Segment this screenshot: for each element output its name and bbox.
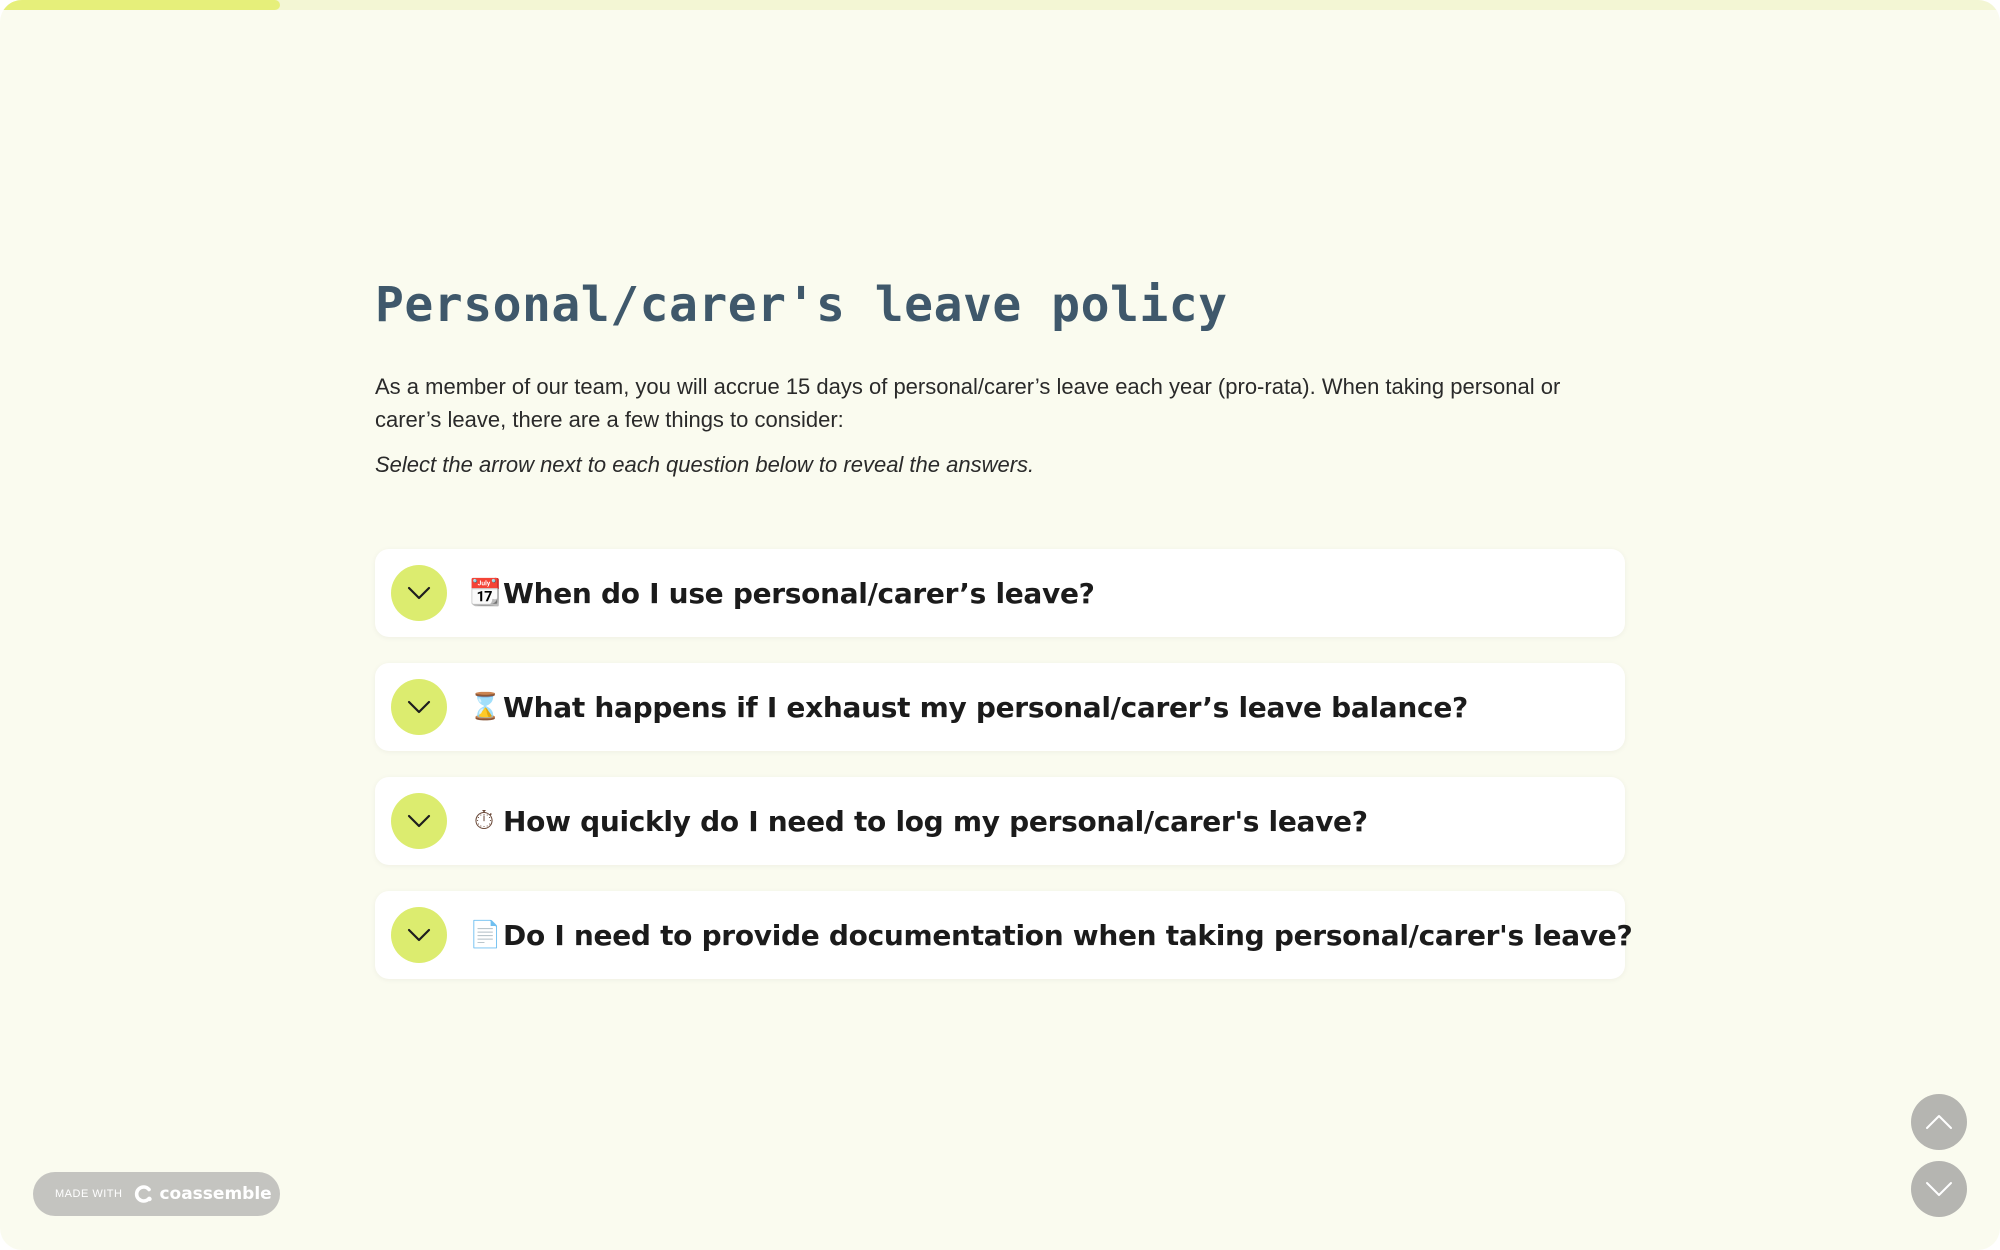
accordion-item-when-to-use[interactable] xyxy=(375,549,1625,637)
page-title: Personal/carer's leave policy xyxy=(375,277,1228,333)
coassemble-brand: coassemble xyxy=(159,1184,272,1204)
progress-bar xyxy=(0,0,2000,10)
accordion-question: What happens if I exhaust my personal/carer’s leave balance? xyxy=(503,690,1468,724)
coassemble-logo-icon xyxy=(134,1184,154,1204)
accordion-question: Do I need to provide documentation when taking personal/carer's leave? xyxy=(503,918,1633,952)
stopwatch-icon: ⏱ xyxy=(473,806,495,836)
accordion-item-log-timing[interactable] xyxy=(375,777,1625,865)
accordion-question: When do I use personal/carer’s leave? xyxy=(503,576,1095,610)
hourglass-icon: ⌛ xyxy=(469,692,502,722)
scroll-up-button[interactable] xyxy=(1911,1094,1967,1150)
progress-bar-fill xyxy=(0,0,280,10)
accordion-question: How quickly do I need to log my personal/carer's leave? xyxy=(503,804,1368,838)
chevron-up-icon xyxy=(1925,1114,1953,1130)
instruction-text: Select the arrow next to each question below to reveal the answers. xyxy=(375,452,1035,477)
faq-accordion xyxy=(375,549,1633,1005)
chevron-down-icon[interactable] xyxy=(391,793,447,849)
made-with-label: MADE WITH xyxy=(55,1188,123,1200)
made-with-coassemble-badge[interactable] xyxy=(33,1172,280,1216)
chevron-down-icon[interactable] xyxy=(391,565,447,621)
accordion-item-documentation[interactable] xyxy=(375,891,1633,979)
chevron-down-icon xyxy=(1925,1181,1953,1197)
calendar-icon: 📆 xyxy=(469,578,502,608)
chevron-down-icon[interactable] xyxy=(391,907,447,963)
accordion-item-exhaust-balance[interactable] xyxy=(375,663,1625,751)
lesson-header xyxy=(375,270,1625,481)
intro-paragraph: As a member of our team, you will accrue 15 days of personal/carer’s leave each year (pro-rata). When taking personal or carer’s leave, there are a few things to consider: xyxy=(375,374,1561,432)
chevron-down-icon[interactable] xyxy=(391,679,447,735)
document-icon: 📄 xyxy=(469,920,502,950)
scroll-down-button[interactable] xyxy=(1911,1161,1967,1217)
